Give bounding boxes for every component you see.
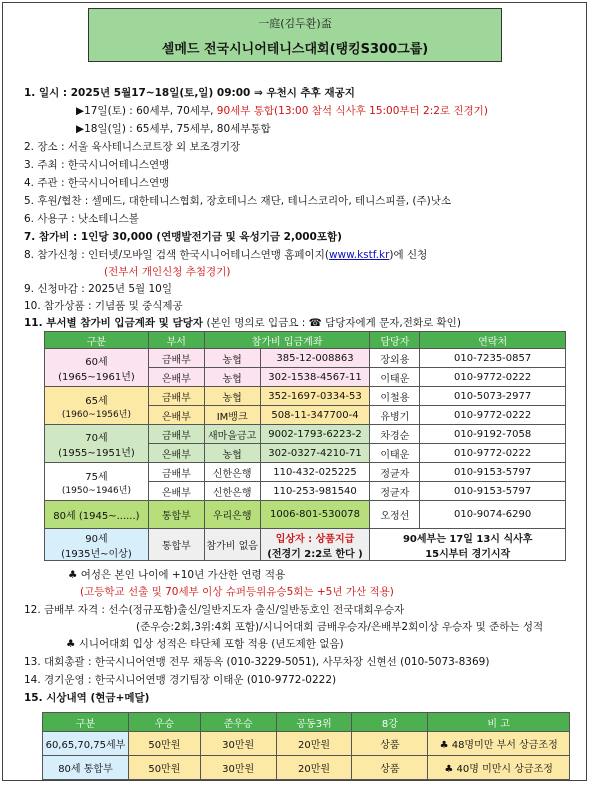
account-cell: 110-432-025225 [260,463,370,482]
item-prize-title: 15. 시상내역 (현금+메달) [24,692,150,704]
account-cell: 9002-1793-6223-2 [260,425,370,444]
info-cell [370,529,566,561]
dept-cell: 금배부 [148,349,204,368]
account-cell: 110-253-981540 [260,482,370,501]
bank-cell: 농협 [204,387,260,406]
item-gold-qualify-3: ♣ 시니어대회 입상 성적은 타단체 포함 적용 (년도제한 없음) [66,638,344,650]
phone-cell: 010-9153-5797 [420,463,566,482]
prize-header-note: 비 고 [428,713,570,732]
account-table-body [44,331,566,561]
age-label: 70세 [85,432,108,444]
dept-cell: 통합부 [148,529,204,561]
note-cell [260,529,370,561]
age-label: 90세 [85,533,108,545]
item-host: 3. 주최 : 한국시니어테니스연맹 [24,159,170,171]
account-cell: 385-12-008863 [260,349,370,368]
bank-cell: 신한은행 [204,463,260,482]
age-label: 60세 [85,356,108,368]
phone-cell: 010-7235-0857 [420,349,566,368]
item-account-main: 11. 부서별 참가비 입금계좌 및 담당자 [24,317,207,329]
prize-cat: 60,65,70,75세부 [43,732,129,756]
age-range: (1950~1946년) [61,485,131,496]
item-gift: 10. 참가상품 : 기념품 및 중식제공 [24,300,183,312]
header-manager: 담당자 [370,332,420,349]
age-cell [45,387,149,425]
phone-cell: 010-9772-0222 [420,444,566,463]
account-cell: 1006-801-530078 [260,501,370,529]
prize-win: 50만원 [128,756,200,780]
homepage-link[interactable]: www.kstf.kr [328,249,390,261]
item-ball: 6. 사용구 : 낫소테니스볼 [24,213,139,225]
account-cell: 352-1697-0334-53 [260,387,370,406]
item-apply-text: 8. 참가신청 : 인터넷/모바일 검색 한국시니어테니스연맹 홈페이지( [24,249,329,261]
page-title: 셀메드 전국시니어테니스대회(탱킹S300그룹) [161,42,429,57]
note-prize: 입상자 : 상품지급 [275,533,355,545]
dept-cell: 은배부 [148,406,204,425]
manager-cell: 정균자 [370,463,420,482]
item-fee: 7. 참가비 : 1인당 30,000 (연맹발전기금 및 육성기금 2,000포함) [24,231,342,243]
dept-cell: 은배부 [148,368,204,387]
table-row [45,501,566,529]
manager-cell: 차경순 [370,425,420,444]
prize-header-second: 준우승 [200,713,276,732]
info-line2: 15시부터 경기시작 [425,548,511,560]
phone-cell: 010-9772-0222 [420,406,566,425]
dept-cell: 은배부 [148,482,204,501]
bank-cell: 농협 [204,444,260,463]
item-gold-qualify: 12. 금배부 자격 : 선수(정규포함)출신/일반지도자 출신/일반동호인 전국대회우승자 [24,604,405,616]
prize-table [42,712,570,780]
header-category: 구분 [45,332,149,349]
manager-cell: 유병기 [370,406,420,425]
phone-cell: 010-5073-2977 [420,387,566,406]
prize-header-third: 공동3위 [276,713,352,732]
item-apply-note: (전부서 개인신청 추첨경기) [104,266,231,278]
bank-cell: IM뱅크 [204,406,260,425]
item-date-sat [76,104,488,118]
prize-win: 50만원 [128,732,200,756]
bank-cell: 새마을금고 [204,425,260,444]
account-cell: 302-1538-4567-11 [260,368,370,387]
title-box [88,8,502,62]
info-line1: 90세부는 17일 13시 식사후 [402,533,533,545]
manager-cell: 이태운 [370,444,420,463]
age-range: (1965~1961년) [58,371,135,383]
item-organizer: 4. 주관 : 한국시니어테니스연맹 [24,177,170,189]
table-row [45,349,566,368]
bank-cell: 참가비 없음 [204,529,260,561]
item-date-sat-main: ▶17일(토) : 60세부, 70세부, [76,105,217,117]
bank-cell: 농협 [204,368,260,387]
age-cell: 80세 (1945~......) [45,501,149,529]
item-account-title [24,316,461,330]
item-gold-qualify-2: (준우승:2회,3위:4회 포함)/시니어대회 금배우승자/은배부2회이상 우승자 및 준하는 성적 [136,621,544,633]
prize-note: ♣ 40명 미만시 상금조정 [428,756,570,780]
item-deadline: 9. 신청마감 : 2025년 5월 10일 [24,283,173,295]
bank-cell: 농협 [204,349,260,368]
age-label: 75세 [85,471,108,483]
prize-third: 20만원 [276,756,352,780]
phone-cell: 010-9074-6290 [420,501,566,529]
table-row [43,732,570,756]
item-account-note: (본인 명의로 입금요 : ☎ 담당자에게 문자,전화로 확인) [206,317,461,329]
item-apply-suffix: )에 신청 [389,249,428,261]
account-cell: 508-11-347700-4 [260,406,370,425]
note-format: (전경기 2:2로 한다 ) [267,548,363,560]
account-cell: 302-0327-4210-71 [260,444,370,463]
item-operation: 14. 경기운영 : 한국시니어연맹 경기팀장 이태운 (010-9772-0222) [24,674,337,686]
table-row [45,387,566,406]
header-phone: 연락처 [420,332,566,349]
prize-second: 30만원 [200,756,276,780]
dept-cell: 금배부 [148,425,204,444]
age-cell [45,349,149,387]
dept-cell: 금배부 [148,387,204,406]
age-range: (1960~1956년) [61,409,131,420]
manager-cell: 이철용 [370,387,420,406]
manager-cell: 이태운 [370,368,420,387]
manager-cell: 오정선 [370,501,420,529]
note-women: ♣ 여성은 본인 나이에 +10년 가산한 연령 적용 [68,569,286,581]
dept-cell: 금배부 [148,463,204,482]
note-bonus: (고등학교 선출 및 70세부 이상 슈퍼등위유승5회는 +5년 가산 적용) [80,586,394,598]
prize-cat: 80세 통합부 [43,756,129,780]
prize-header-win: 우승 [128,713,200,732]
prize-eight: 상품 [352,756,428,780]
age-cell [45,463,149,501]
item-director: 13. 대회총괄 : 한국시니어연맹 전무 채동옥 (010-3229-5051), 사무차장 신현선 (010-5073-8369) [24,656,490,668]
item-date-sun: ▶18일(일) : 65세부, 75세부, 80세부통합 [76,123,271,135]
age-cell [45,529,149,561]
manager-cell: 장외용 [370,349,420,368]
prize-header-cat: 구분 [43,713,129,732]
age-label: 65세 [85,395,108,407]
dept-cell: 통합부 [148,501,204,529]
age-range: (1955~1951년) [58,447,135,459]
item-sponsor: 5. 후원/협찬 : 셀메드, 대한테니스협회, 장호테니스 재단, 테니스코리아, 테니스피플, (주)낫소 [24,195,452,207]
item-date-sat-red: 90세부 통합(13:00 참석 식사후 15:00부터 2:2로 진경기) [216,105,488,117]
title-line1: 一庭(김두환)盃 [258,17,332,30]
table-row [45,529,566,561]
prize-eight: 상품 [352,732,428,756]
manager-cell: 정균자 [370,482,420,501]
phone-cell: 010-9192-7058 [420,425,566,444]
table-row [45,425,566,444]
item-date: 1. 일시 : 2025년 5월17~18일(토,일) 09:00 ⇒ 우천시 추후 재공지 [24,87,355,99]
phone-cell: 010-9153-5797 [420,482,566,501]
age-range: (1935년~이상) [61,548,132,560]
prize-header-eight: 8강 [352,713,428,732]
item-apply [24,248,427,262]
table-row [43,756,570,780]
bank-cell: 신한은행 [204,482,260,501]
dept-cell: 은배부 [148,444,204,463]
phone-cell: 010-9772-0222 [420,368,566,387]
bank-cell: 우리은행 [204,501,260,529]
table-row [45,463,566,482]
prize-third: 20만원 [276,732,352,756]
header-account: 참가비 입금계좌 [204,332,370,349]
item-venue: 2. 장소 : 서울 육사테니스코트장 외 보조경기장 [24,141,241,153]
prize-note: ♣ 48명미만 부서 상금조정 [428,732,570,756]
header-dept: 부서 [148,332,204,349]
age-cell [45,425,149,463]
prize-second: 30만원 [200,732,276,756]
